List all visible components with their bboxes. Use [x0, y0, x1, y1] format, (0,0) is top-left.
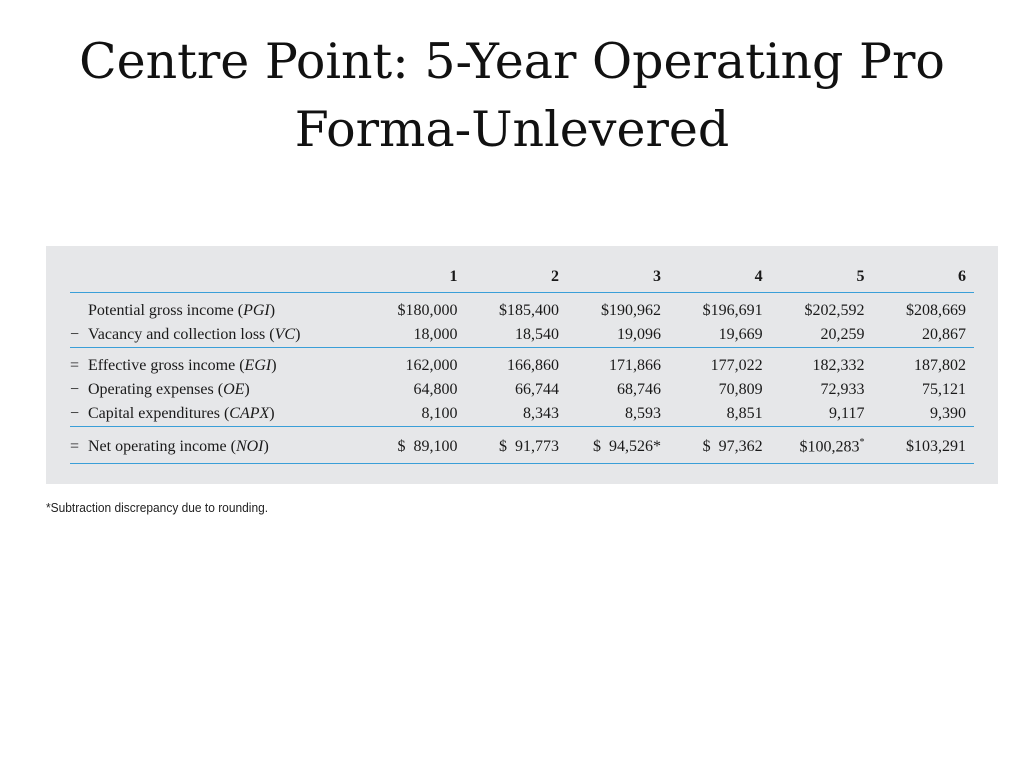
slide-title-line-1: Centre Point: 5-Year Operating Pro	[79, 33, 945, 90]
row-pgi-y2: $185,400	[498, 302, 559, 319]
row-oe-y6: 75,121	[922, 381, 966, 398]
row-vc-y6: 20,867	[872, 323, 974, 348]
row-pgi-label-text: Potential gross income (	[88, 302, 244, 319]
row-noi-y4: $ 97,362	[669, 427, 771, 464]
row-capx-y2: 8,343	[465, 402, 567, 427]
row-egi-y5: 182,332	[812, 357, 865, 374]
row-oe	[70, 378, 974, 402]
row-capx-y4: 8,851	[669, 402, 771, 427]
row-egi-y3: 171,866	[609, 357, 662, 374]
row-capx-y6: 9,390	[872, 402, 974, 427]
slide-title-line-2: Forma-Unlevered	[294, 101, 730, 158]
row-oe-y1: 64,800	[413, 381, 458, 398]
header-label-cell	[70, 266, 364, 293]
row-noi-y5-footnote-mark: *	[859, 437, 865, 449]
row-pgi-y4: $196,691	[702, 302, 763, 319]
header-year-6: 6	[872, 266, 974, 293]
row-vc-label	[70, 323, 364, 348]
row-pgi-label	[70, 293, 364, 324]
row-vc-close: )	[295, 326, 301, 343]
row-oe-operator: −	[70, 381, 80, 398]
row-egi-label-text: Effective gross income (	[88, 357, 245, 374]
row-egi-y4: 177,022	[710, 357, 763, 374]
row-oe-close: )	[244, 381, 250, 398]
row-egi-y6: 187,802	[914, 357, 966, 374]
row-oe-y3: 68,746	[617, 381, 662, 398]
row-pgi-close: )	[269, 302, 276, 319]
row-noi-close: )	[263, 438, 269, 455]
header-year-3: 3	[567, 266, 669, 293]
row-oe-y2: 66,744	[514, 381, 559, 398]
row-oe-y5: 72,933	[820, 381, 865, 398]
row-vc-y1: 18,000	[364, 323, 466, 348]
row-capx-y1: 8,100	[364, 402, 466, 427]
row-vc-abbr: VC	[274, 326, 296, 343]
row-egi-label	[70, 348, 364, 379]
row-capx	[70, 402, 974, 427]
header-year-5: 5	[771, 266, 873, 293]
row-egi-abbr: EGI	[244, 357, 272, 374]
row-noi-abbr: NOI	[235, 438, 264, 455]
row-pgi-abbr: PGI	[243, 302, 270, 319]
row-noi-label-text: Net operating income (	[88, 438, 236, 455]
header-year-4: 4	[669, 266, 771, 293]
row-noi-label	[70, 427, 364, 464]
row-pgi-y1: $180,000	[397, 302, 458, 319]
row-pgi-y6: $208,669	[906, 302, 966, 319]
row-egi	[70, 348, 974, 379]
row-egi-operator: =	[70, 357, 80, 374]
row-vc	[70, 323, 974, 348]
row-pgi-y5: $202,592	[804, 302, 865, 319]
row-oe-abbr: OE	[223, 381, 245, 398]
row-noi-y2: $ 91,773	[465, 427, 567, 464]
row-capx-y3: 8,593	[567, 402, 669, 427]
row-egi-y2: 166,860	[506, 357, 559, 374]
row-vc-y3: 19,096	[567, 323, 669, 348]
row-capx-close: )	[269, 405, 275, 422]
row-noi-operator: =	[70, 438, 80, 455]
row-oe-label-text: Operating expenses (	[88, 381, 224, 398]
row-noi-y5	[771, 427, 873, 464]
row-capx-label	[70, 402, 364, 427]
header-year-1: 1	[364, 266, 466, 293]
row-vc-y4: 19,669	[669, 323, 771, 348]
row-vc-y5: 20,259	[771, 323, 873, 348]
row-noi-y5-value: $100,283	[799, 438, 860, 456]
row-capx-operator: −	[70, 405, 80, 422]
row-vc-operator: −	[70, 326, 80, 343]
row-egi-y1: 162,000	[405, 357, 458, 374]
row-oe-label	[70, 378, 364, 402]
pro-forma-table	[70, 266, 974, 464]
row-vc-label-text: Vacancy and collection loss (	[88, 326, 275, 343]
row-noi-y1: $ 89,100	[364, 427, 466, 464]
slide-title	[40, 28, 984, 164]
row-noi-y3: $ 94,526*	[567, 427, 669, 464]
row-egi-close: )	[271, 357, 277, 374]
rounding-footnote: *Subtraction discrepancy due to rounding.	[46, 500, 269, 515]
row-capx-abbr: CAPX	[229, 405, 270, 422]
row-capx-label-text: Capital expenditures (	[88, 405, 230, 422]
row-capx-y5: 9,117	[771, 402, 873, 427]
row-pgi	[70, 293, 974, 324]
row-noi-y6: $103,291	[872, 427, 974, 464]
table-header-row	[70, 266, 974, 293]
header-year-2: 2	[465, 266, 567, 293]
row-oe-y4: 70,809	[718, 381, 763, 398]
row-vc-y2: 18,540	[465, 323, 567, 348]
pro-forma-table-panel	[46, 246, 998, 484]
row-noi	[70, 427, 974, 464]
row-pgi-y3: $190,962	[601, 302, 662, 319]
